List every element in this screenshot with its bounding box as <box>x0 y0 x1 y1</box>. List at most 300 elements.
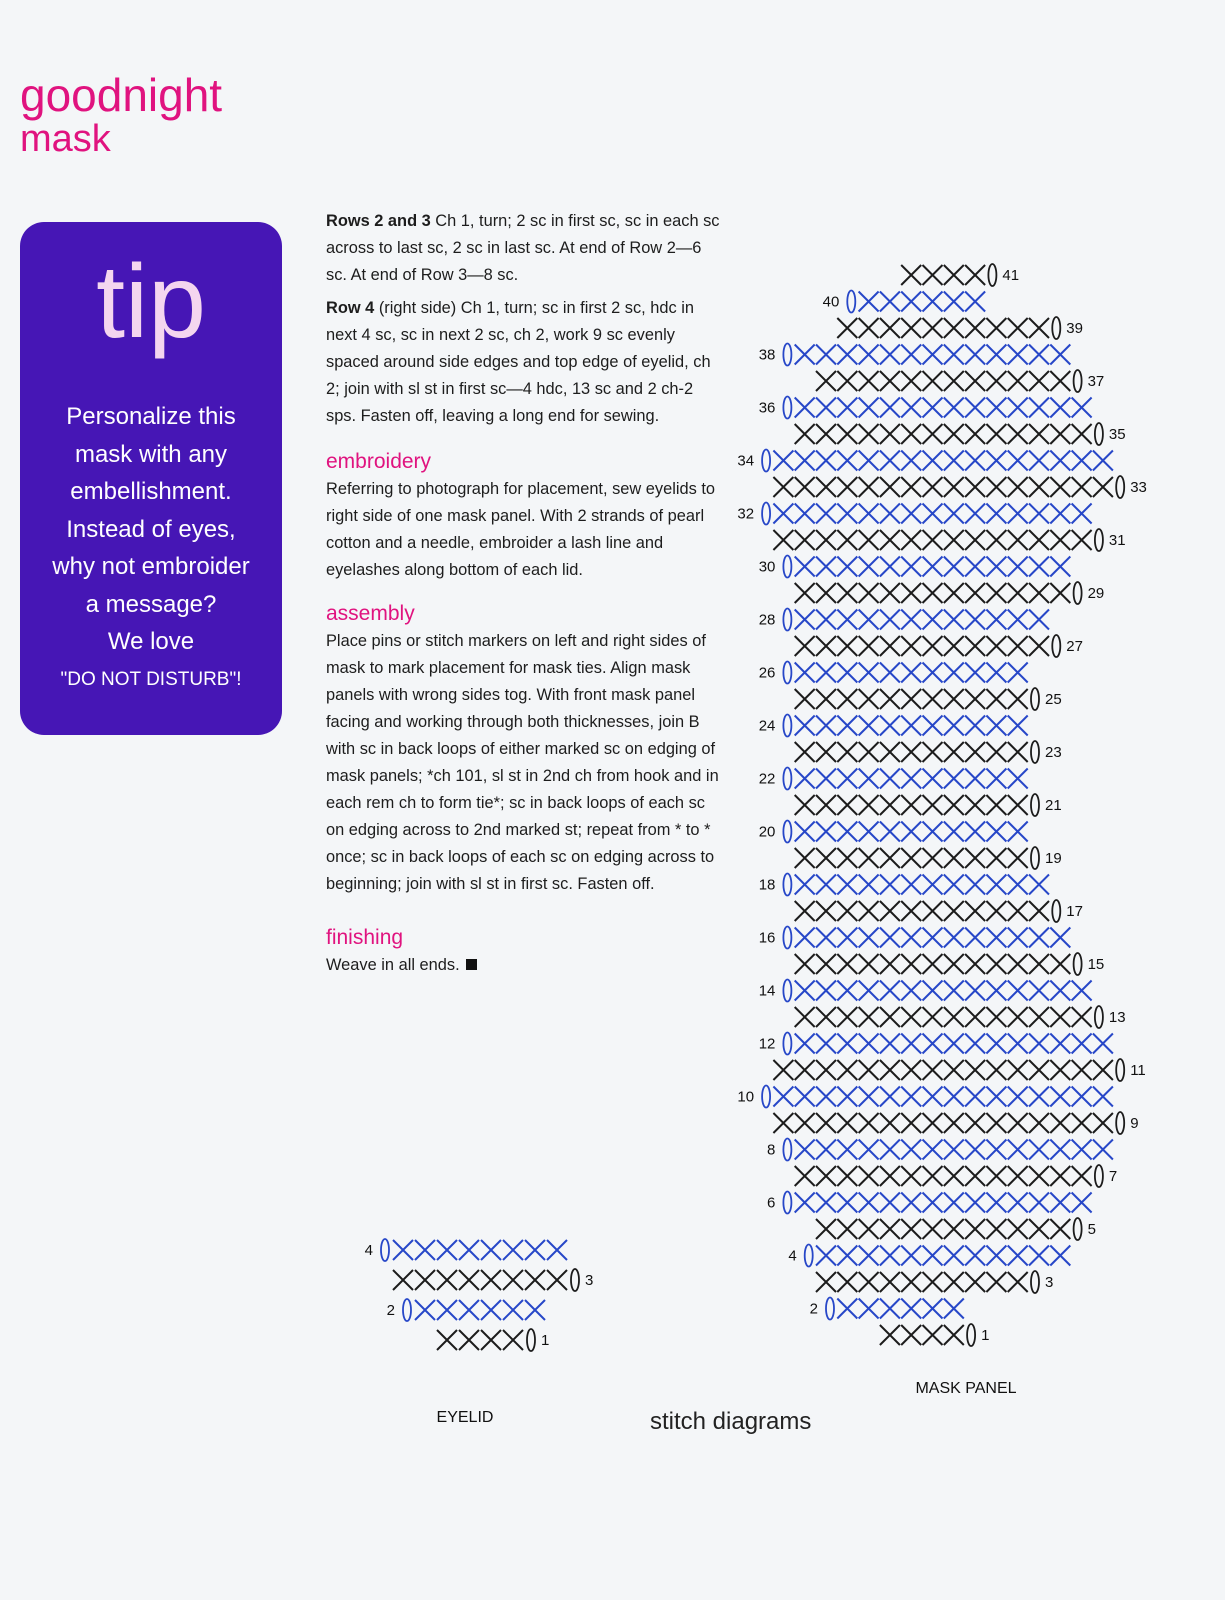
row-number-label: 7 <box>1108 1168 1118 1185</box>
sc-stitch-mark <box>880 477 900 497</box>
sc-stitch-mark <box>986 954 1006 974</box>
sc-stitch-mark <box>986 1087 1006 1107</box>
sc-stitch-mark <box>923 583 943 603</box>
row-number-label: 1 <box>981 1327 990 1344</box>
sc-stitch-mark <box>923 1219 943 1239</box>
sc-stitch-mark <box>986 504 1006 524</box>
sc-stitch-mark <box>816 345 836 365</box>
sc-stitch-mark <box>965 583 985 603</box>
sc-stitch-mark <box>1029 557 1049 577</box>
sc-stitch-mark <box>1008 636 1028 656</box>
sc-stitch-mark <box>1029 1060 1049 1080</box>
stitch-row <box>795 688 1039 710</box>
sc-stitch-mark <box>1029 1219 1049 1239</box>
sc-stitch-mark <box>816 716 836 736</box>
sc-stitch-mark <box>944 530 964 550</box>
sc-stitch-mark <box>944 557 964 577</box>
chain-loop-mark <box>783 609 791 631</box>
sc-stitch-mark <box>901 504 921 524</box>
sc-stitch-mark <box>837 1219 857 1239</box>
stitch-row <box>393 1269 579 1291</box>
sc-stitch-mark <box>923 742 943 762</box>
sc-stitch-mark <box>859 1113 879 1133</box>
tip-line: a message? <box>85 590 217 618</box>
row-number-label: 14 <box>758 982 776 1000</box>
diagrams-caption: stitch diagrams <box>650 1408 812 1435</box>
sc-stitch-mark <box>1050 398 1070 418</box>
stitch-row <box>783 1033 1113 1055</box>
stitch-row <box>795 582 1082 604</box>
sc-stitch-mark <box>944 424 964 444</box>
end-square-icon <box>466 959 477 970</box>
sc-stitch-mark <box>795 742 815 762</box>
sc-stitch-mark <box>944 1299 964 1319</box>
sc-stitch-mark <box>1029 1246 1049 1266</box>
sc-stitch-mark <box>1008 1060 1028 1080</box>
sc-stitch-mark <box>986 583 1006 603</box>
row-4-text: (right side) Ch 1, turn; sc in first 2 sc, hdc in next 4 sc, sc in next 2 sc, ch 2, work 9 sc evenly spaced around side edges and top edge of eyelid, ch 2; join with sl st in first sc—4 hdc, 13 sc and 2 ch-2 sps. Fasten off, leaving a long end for sewing. <box>326 299 711 425</box>
sc-stitch-mark <box>1050 583 1070 603</box>
sc-stitch-mark <box>965 769 985 789</box>
sc-stitch-mark <box>944 848 964 868</box>
sc-stitch-mark <box>901 530 921 550</box>
embroidery-heading: embroidery <box>326 450 432 473</box>
sc-stitch-mark <box>1093 1034 1113 1054</box>
stitch-row <box>783 556 1070 578</box>
sc-stitch-mark <box>1050 530 1070 550</box>
sc-stitch-mark <box>965 1246 985 1266</box>
sc-stitch-mark <box>481 1300 501 1320</box>
sc-stitch-mark <box>1008 477 1028 497</box>
sc-stitch-mark <box>965 1113 985 1133</box>
sc-stitch-mark <box>880 1272 900 1292</box>
sc-stitch-mark <box>859 1246 879 1266</box>
sc-stitch-mark <box>986 1140 1006 1160</box>
sc-stitch-mark <box>944 318 964 338</box>
sc-stitch-mark <box>880 583 900 603</box>
sc-stitch-mark <box>1072 1166 1092 1186</box>
sc-stitch-mark <box>795 1193 815 1213</box>
sc-stitch-mark <box>795 1087 815 1107</box>
sc-stitch-mark <box>944 954 964 974</box>
sc-stitch-mark <box>816 1060 836 1080</box>
embroidery-text: Referring to photograph for placement, sew eyelids to right side of one mask panel. With 2 strands of pearl cotton and a needle, embroider a lash line and eyelashes along bottom of each lid. <box>326 480 716 579</box>
sc-stitch-mark <box>1029 451 1049 471</box>
sc-stitch-mark <box>795 1060 815 1080</box>
sc-stitch-mark <box>901 424 921 444</box>
stitch-row <box>837 317 1060 339</box>
eyelid-diagram <box>345 1200 625 1430</box>
assembly-text: Place pins or stitch markers on left and right sides of mask to mark placement for mask ties. Align mask panels with wrong sides tog. With front mask panel facing and working through both thicknesses, join B with sc in back loops of either marked sc on edging of mask panels; *ch 101, sl st in 2nd ch from hook and in each rem ch to form tie*; sc in back loops of each sc on edging across to 2nd marked st; repeat from * to * once; sc in back loops of each sc on edging across to beginning; join with sl st in first sc. Fasten off. <box>326 632 719 893</box>
sc-stitch-mark <box>965 1140 985 1160</box>
sc-stitch-mark <box>1008 822 1028 842</box>
sc-stitch-mark <box>901 928 921 948</box>
sc-stitch-mark <box>1072 398 1092 418</box>
sc-stitch-mark <box>965 292 985 312</box>
sc-stitch-mark <box>986 875 1006 895</box>
sc-stitch-mark <box>393 1240 413 1260</box>
sc-stitch-mark <box>901 901 921 921</box>
mask-panel-label: MASK PANEL <box>915 1380 1017 1397</box>
sc-stitch-mark <box>944 1060 964 1080</box>
sc-stitch-mark <box>901 451 921 471</box>
sc-stitch-mark <box>1008 1087 1028 1107</box>
stitch-row <box>783 662 1027 684</box>
sc-stitch-mark <box>773 1087 793 1107</box>
sc-stitch-mark <box>923 901 943 921</box>
sc-stitch-mark <box>816 742 836 762</box>
chain-loop-mark <box>783 715 791 737</box>
sc-stitch-mark <box>944 1193 964 1213</box>
row-number-label: 25 <box>1045 691 1062 708</box>
page-title <box>20 69 223 160</box>
sc-stitch-mark <box>1029 1140 1049 1160</box>
sc-stitch-mark <box>1029 424 1049 444</box>
rows-2-3-paragraph <box>326 208 726 289</box>
sc-stitch-mark <box>965 928 985 948</box>
sc-stitch-mark <box>1029 371 1049 391</box>
sc-stitch-mark <box>1008 424 1028 444</box>
sc-stitch-mark <box>816 451 836 471</box>
chain-loop-mark <box>762 503 770 525</box>
row-number-label: 12 <box>758 1035 776 1053</box>
chain-loop-mark <box>1031 688 1039 710</box>
sc-stitch-mark <box>837 583 857 603</box>
sc-stitch-mark <box>901 689 921 709</box>
sc-stitch-mark <box>944 371 964 391</box>
sc-stitch-mark <box>944 1325 964 1345</box>
sc-stitch-mark <box>944 716 964 736</box>
sc-stitch-mark <box>859 477 879 497</box>
sc-stitch-mark <box>1008 1007 1028 1027</box>
sc-stitch-mark <box>1072 1193 1092 1213</box>
row-number-label: 39 <box>1066 320 1083 337</box>
sc-stitch-mark <box>837 424 857 444</box>
sc-stitch-mark <box>965 451 985 471</box>
sc-stitch-mark <box>816 1113 836 1133</box>
sc-stitch-mark <box>965 1060 985 1080</box>
tip-quote: "DO NOT DISTURB"! <box>60 668 242 690</box>
sc-stitch-mark <box>965 1007 985 1027</box>
sc-stitch-mark <box>944 875 964 895</box>
sc-stitch-mark <box>859 769 879 789</box>
chain-loop-mark <box>1074 370 1082 392</box>
sc-stitch-mark <box>901 477 921 497</box>
sc-stitch-mark <box>880 1007 900 1027</box>
sc-stitch-mark <box>944 477 964 497</box>
sc-stitch-mark <box>1008 1219 1028 1239</box>
sc-stitch-mark <box>837 636 857 656</box>
sc-stitch-mark <box>795 451 815 471</box>
chain-loop-mark <box>1031 847 1039 869</box>
sc-stitch-mark <box>1093 1087 1113 1107</box>
sc-stitch-mark <box>923 292 943 312</box>
sc-stitch-mark <box>901 1299 921 1319</box>
tip-line: mask with any <box>74 440 228 468</box>
sc-stitch-mark <box>393 1270 413 1290</box>
sc-stitch-mark <box>901 769 921 789</box>
sc-stitch-mark <box>986 398 1006 418</box>
sc-stitch-mark <box>859 398 879 418</box>
assembly-heading: assembly <box>326 602 415 625</box>
sc-stitch-mark <box>944 1007 964 1027</box>
sc-stitch-mark <box>859 981 879 1001</box>
sc-stitch-mark <box>986 1007 1006 1027</box>
sc-stitch-mark <box>459 1270 479 1290</box>
row-number-label: 35 <box>1108 426 1126 443</box>
sc-stitch-mark <box>837 663 857 683</box>
sc-stitch-mark <box>1050 504 1070 524</box>
sc-stitch-mark <box>880 292 900 312</box>
sc-stitch-mark <box>437 1300 457 1320</box>
row-number-label: 41 <box>1002 267 1020 284</box>
sc-stitch-mark <box>415 1270 435 1290</box>
sc-stitch-mark <box>986 1272 1006 1292</box>
sc-stitch-mark <box>795 822 815 842</box>
sc-stitch-mark <box>923 848 943 868</box>
sc-stitch-mark <box>1072 1140 1092 1160</box>
sc-stitch-mark <box>923 663 943 683</box>
sc-stitch-mark <box>795 1113 815 1133</box>
sc-stitch-mark <box>816 1246 836 1266</box>
sc-stitch-mark <box>1093 1140 1113 1160</box>
sc-stitch-mark <box>1008 530 1028 550</box>
sc-stitch-mark <box>986 345 1006 365</box>
row-number-label: 19 <box>1045 850 1062 867</box>
sc-stitch-mark <box>795 557 815 577</box>
sc-stitch-mark <box>923 981 943 1001</box>
sc-stitch-mark <box>1008 398 1028 418</box>
sc-stitch-mark <box>816 689 836 709</box>
title-line-1: goodnight <box>20 69 223 121</box>
sc-stitch-mark <box>880 901 900 921</box>
sc-stitch-mark <box>837 1193 857 1213</box>
chain-loop-mark <box>527 1329 535 1351</box>
chain-loop-mark <box>1074 953 1082 975</box>
sc-stitch-mark <box>944 345 964 365</box>
sc-stitch-mark <box>795 901 815 921</box>
sc-stitch-mark <box>859 424 879 444</box>
row-number-label: 30 <box>758 558 776 576</box>
sc-stitch-mark <box>773 477 793 497</box>
sc-stitch-mark <box>923 424 943 444</box>
stitch-row <box>783 1192 1091 1214</box>
stitch-row <box>762 1086 1113 1108</box>
row-number-label: 37 <box>1087 373 1105 390</box>
sc-stitch-mark <box>773 1060 793 1080</box>
sc-stitch-mark <box>923 318 943 338</box>
sc-stitch-mark <box>1029 1007 1049 1027</box>
sc-stitch-mark <box>901 1034 921 1054</box>
sc-stitch-mark <box>1050 345 1070 365</box>
sc-stitch-mark <box>986 1166 1006 1186</box>
row-number-label: 13 <box>1108 1009 1126 1026</box>
sc-stitch-mark <box>901 981 921 1001</box>
sc-stitch-mark <box>1050 557 1070 577</box>
sc-stitch-mark <box>880 822 900 842</box>
sc-stitch-mark <box>1072 1087 1092 1107</box>
stitch-row <box>783 715 1027 737</box>
sc-stitch-mark <box>944 451 964 471</box>
sc-stitch-mark <box>503 1270 523 1290</box>
sc-stitch-mark <box>901 848 921 868</box>
sc-stitch-mark <box>944 769 964 789</box>
sc-stitch-mark <box>859 318 879 338</box>
sc-stitch-mark <box>1008 557 1028 577</box>
row-number-label: 10 <box>737 1088 755 1106</box>
sc-stitch-mark <box>965 663 985 683</box>
chain-loop-mark <box>762 450 770 472</box>
sc-stitch-mark <box>1029 928 1049 948</box>
chain-loop-mark <box>1116 476 1124 498</box>
row-number-label: 36 <box>758 399 776 417</box>
sc-stitch-mark <box>1008 451 1028 471</box>
sc-stitch-mark <box>880 530 900 550</box>
sc-stitch-mark <box>816 557 836 577</box>
chain-loop-mark <box>783 344 791 366</box>
sc-stitch-mark <box>1029 318 1049 338</box>
sc-stitch-mark <box>944 1246 964 1266</box>
sc-stitch-mark <box>503 1330 523 1350</box>
sc-stitch-mark <box>901 795 921 815</box>
sc-stitch-mark <box>1029 636 1049 656</box>
sc-stitch-mark <box>923 371 943 391</box>
sc-stitch-mark <box>1008 689 1028 709</box>
row-number-label: 40 <box>822 293 840 311</box>
chain-loop-mark <box>805 1245 813 1267</box>
sc-stitch-mark <box>1072 1034 1092 1054</box>
row-number-label: 8 <box>767 1141 776 1159</box>
sc-stitch-mark <box>859 663 879 683</box>
sc-stitch-mark <box>795 928 815 948</box>
sc-stitch-mark <box>525 1270 545 1290</box>
stitch-row <box>816 1218 1082 1240</box>
sc-stitch-mark <box>1093 1060 1113 1080</box>
chain-loop-mark <box>1074 582 1082 604</box>
sc-stitch-mark <box>795 954 815 974</box>
row-number-label: 29 <box>1087 585 1105 602</box>
row-number-label: 24 <box>758 717 776 735</box>
sc-stitch-mark <box>795 1140 815 1160</box>
sc-stitch-mark <box>837 1087 857 1107</box>
sc-stitch-mark <box>837 716 857 736</box>
sc-stitch-mark <box>837 1140 857 1160</box>
sc-stitch-mark <box>816 1219 836 1239</box>
row-number-label: 9 <box>1130 1115 1139 1132</box>
sc-stitch-mark <box>816 901 836 921</box>
sc-stitch-mark <box>965 954 985 974</box>
sc-stitch-mark <box>901 1272 921 1292</box>
sc-stitch-mark <box>481 1240 501 1260</box>
stitch-row <box>783 397 1091 419</box>
sc-stitch-mark <box>816 663 836 683</box>
row-number-label: 26 <box>758 664 776 682</box>
row-number-label: 17 <box>1066 903 1083 920</box>
sc-stitch-mark <box>437 1240 457 1260</box>
sc-stitch-mark <box>965 398 985 418</box>
sc-stitch-mark <box>901 398 921 418</box>
sc-stitch-mark <box>859 689 879 709</box>
sc-stitch-mark <box>837 371 857 391</box>
row-number-label: 33 <box>1130 479 1147 496</box>
sc-stitch-mark <box>1008 848 1028 868</box>
sc-stitch-mark <box>816 1140 836 1160</box>
sc-stitch-mark <box>944 636 964 656</box>
sc-stitch-mark <box>1050 928 1070 948</box>
stitch-row <box>795 847 1039 869</box>
sc-stitch-mark <box>944 822 964 842</box>
sc-stitch-mark <box>923 1193 943 1213</box>
sc-stitch-mark <box>1008 954 1028 974</box>
stitch-row <box>795 741 1039 763</box>
sc-stitch-mark <box>901 345 921 365</box>
chain-loop-mark <box>783 821 791 843</box>
sc-stitch-mark <box>923 451 943 471</box>
sc-stitch-mark <box>837 318 857 338</box>
sc-stitch-mark <box>1008 901 1028 921</box>
chain-loop-mark <box>988 264 996 286</box>
sc-stitch-mark <box>965 822 985 842</box>
stitch-row <box>795 953 1082 975</box>
sc-stitch-mark <box>816 1007 836 1027</box>
sc-stitch-mark <box>923 530 943 550</box>
sc-stitch-mark <box>503 1300 523 1320</box>
stitch-row <box>783 874 1049 896</box>
sc-stitch-mark <box>837 954 857 974</box>
sc-stitch-mark <box>773 504 793 524</box>
sc-stitch-mark <box>923 822 943 842</box>
stitch-row <box>795 794 1039 816</box>
chain-loop-mark <box>762 1086 770 1108</box>
sc-stitch-mark <box>1008 795 1028 815</box>
sc-stitch-mark <box>880 875 900 895</box>
sc-stitch-mark <box>901 822 921 842</box>
sc-stitch-mark <box>1050 1034 1070 1054</box>
chain-loop-mark <box>847 291 855 313</box>
sc-stitch-mark <box>1008 345 1028 365</box>
row-number-label: 3 <box>585 1272 594 1289</box>
sc-stitch-mark <box>1093 477 1113 497</box>
sc-stitch-mark <box>837 345 857 365</box>
sc-stitch-mark <box>965 1034 985 1054</box>
sc-stitch-mark <box>901 1140 921 1160</box>
sc-stitch-mark <box>1050 1087 1070 1107</box>
sc-stitch-mark <box>859 583 879 603</box>
sc-stitch-mark <box>795 398 815 418</box>
sc-stitch-mark <box>837 451 857 471</box>
sc-stitch-mark <box>859 1087 879 1107</box>
sc-stitch-mark <box>795 689 815 709</box>
sc-stitch-mark <box>986 1193 1006 1213</box>
sc-stitch-mark <box>1050 1166 1070 1186</box>
chain-loop-mark <box>1052 317 1060 339</box>
sc-stitch-mark <box>880 928 900 948</box>
sc-stitch-mark <box>859 1007 879 1027</box>
sc-stitch-mark <box>859 901 879 921</box>
chain-loop-mark <box>571 1269 579 1291</box>
sc-stitch-mark <box>880 345 900 365</box>
sc-stitch-mark <box>837 1060 857 1080</box>
sc-stitch-mark <box>1008 504 1028 524</box>
sc-stitch-mark <box>816 954 836 974</box>
chain-loop-mark <box>1074 1218 1082 1240</box>
sc-stitch-mark <box>923 954 943 974</box>
mask-panel-diagram <box>737 255 1180 1405</box>
sc-stitch-mark <box>1008 1140 1028 1160</box>
stitch-row <box>783 344 1070 366</box>
sc-stitch-mark <box>837 1007 857 1027</box>
chain-loop-mark <box>1031 1271 1039 1293</box>
